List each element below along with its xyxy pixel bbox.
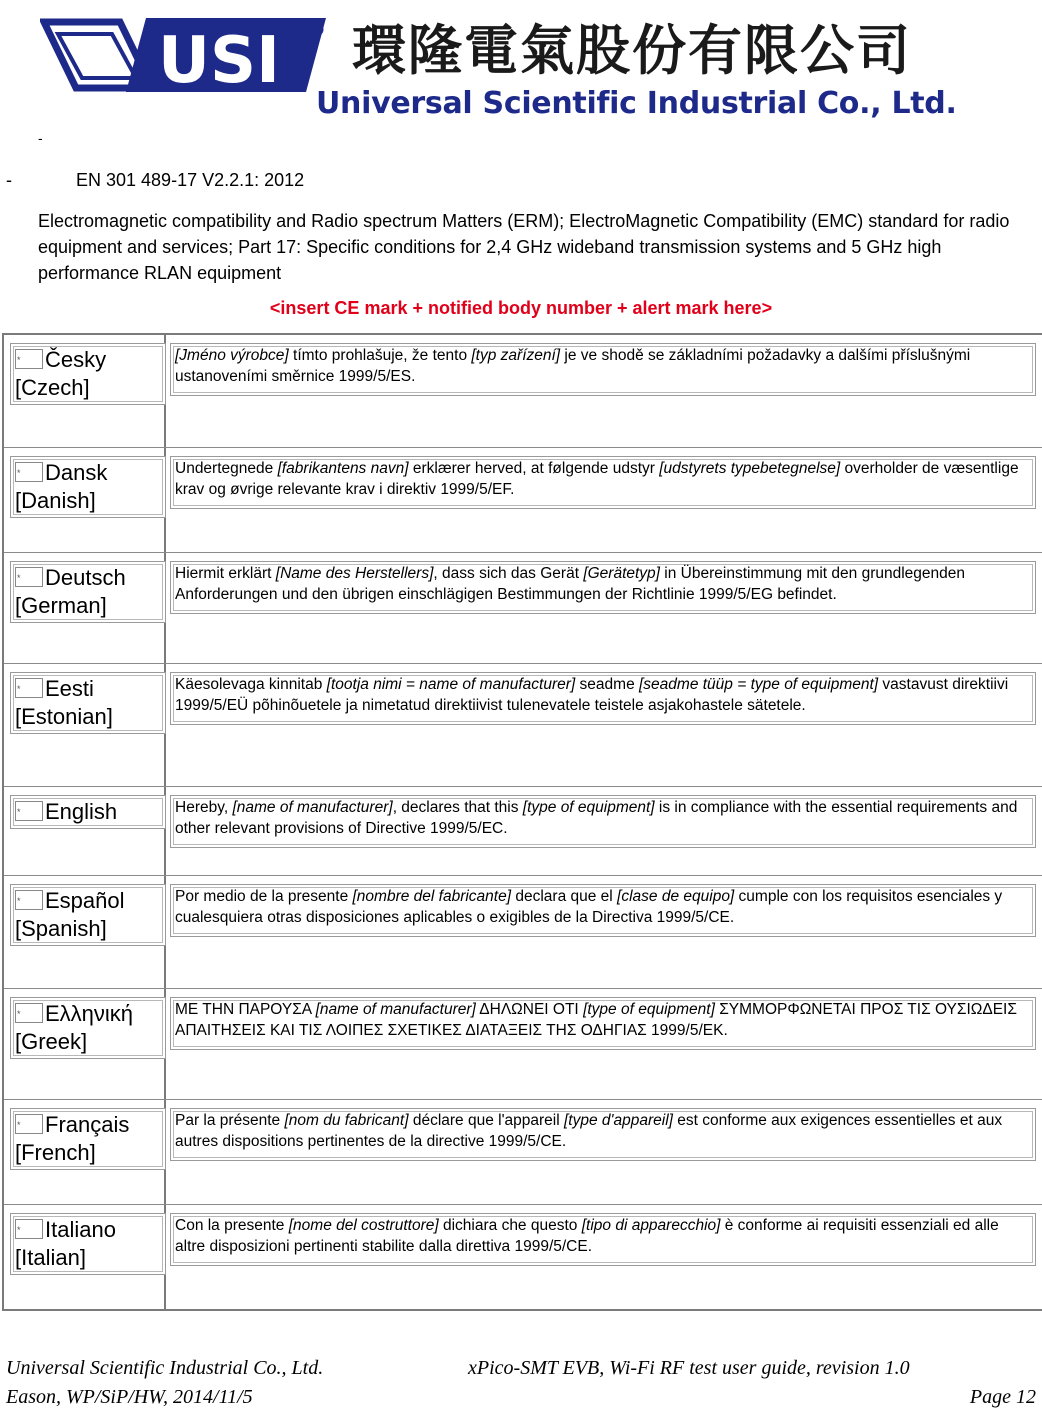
footer-author: Eason, WP/SiP/HW, 2014/11/5 [6,1386,253,1408]
declaration-cell [166,1100,1042,1204]
table-row [4,787,1042,876]
declaration-cell [166,876,1042,988]
declaration-cell [166,335,1042,447]
language-cell [4,335,166,447]
language-label: *Dansk [Danish] [10,456,166,518]
company-logo [40,8,975,120]
table-row [4,1205,1042,1309]
declaration-text: Hereby, [name of manufacturer], declares that this [type of equipment] is in compliance with the essential requirements and other relevant provisions of Directive 1999/5/EC. [170,795,1036,848]
declaration-cell [166,448,1042,552]
checkbox-icon[interactable] [15,678,43,698]
logo-usi-text: USI [158,24,280,96]
declaration-text: [Jméno výrobce] tímto prohlašuje, že tento [typ zařízení] je ve shodě se základními požadavky a dalšími příslušnými ustanoveními směrnice 1999/5/ES. [170,343,1036,396]
standard-code: EN 301 489-17 V2.2.1: 2012 [76,170,305,190]
declaration-cell [166,664,1042,786]
language-label: *Français [French] [10,1108,166,1170]
table-row [4,1100,1042,1205]
checkbox-icon[interactable] [15,1219,43,1239]
registered-mark: ® [308,20,326,41]
table-row [4,335,1042,448]
language-cell [4,787,166,875]
declaration-cell [166,1205,1042,1309]
declaration-text: Undertegnede [fabrikantens navn] erklærer herved, at følgende udstyr [udstyrets typebetegnelse] overholder de væsentlige krav og øvrige relevante krav i direktiv 1999/5/EF. [170,456,1036,509]
declaration-text: Par la présente [nom du fabricant] déclare que l'appareil [type d'appareil] est conforme aux exigences essentielles et aux autres dispositions pertinentes de la directive 1999/5/CE. [170,1108,1036,1161]
checkbox-icon[interactable] [15,349,43,369]
language-cell [4,876,166,988]
language-label: *Ελληνική [Greek] [10,997,166,1059]
usi-logo-mark [40,14,330,96]
declaration-text: Hiermit erklärt [Name des Herstellers], dass sich das Gerät [Gerätetyp] in Übereinstimmung mit den grundlegenden Anforderungen und den übrigen einschlägigen Bestimmungen der Richtlinie 1999/5/EG befindet. [170,561,1036,614]
language-label: *English [10,795,166,829]
table-row [4,448,1042,553]
language-cell [4,989,166,1099]
declaration-cell [166,787,1042,875]
footer-company: Universal Scientific Industrial Co., Ltd. [6,1357,324,1379]
declaration-text: Con la presente [nome del costruttore] dichiara che questo [tipo di apparecchio] è conforme ai requisiti essenziali ed alle altre disposizioni pertinenti stabilite dalla direttiva 1999/5/CE. [170,1213,1036,1266]
declaration-table [2,333,1042,1311]
language-cell [4,1100,166,1204]
table-row [4,989,1042,1100]
company-name-chinese: 環隆電氣股份有限公司 [352,18,912,82]
language-cell [4,664,166,786]
checkbox-icon[interactable] [15,462,43,482]
declaration-text: ΜΕ ΤΗΝ ΠΑΡΟΥΣΑ [name of manufacturer] ΔΗΛΩΝΕΙ ΟΤΙ [type of equipment] ΣΥΜΜΟΡΦΩΝΕΤΑΙ ΠΡΟΣ ΤΙΣ ΟΥΣΙΩΔΕΙΣ ΑΠΑΙΤΗΣΕΙΣ ΚΑΙ ΤΙΣ ΛΟΙΠΕΣ ΣΧΕΤΙΚΕΣ ΔΙΑΤΑΞΕΙΣ ΤΗΣ ΟΔΗΓΙΑΣ 1999/5/ΕΚ. [170,997,1036,1050]
language-label: *Español [Spanish] [10,884,166,946]
language-cell [4,553,166,663]
checkbox-icon[interactable] [15,1114,43,1134]
insert-ce-mark-note: <insert CE mark + notified body number + alert mark here> [269,298,773,318]
language-label: *Italiano [Italian] [10,1213,166,1275]
checkbox-icon[interactable] [15,567,43,587]
declaration-cell [166,553,1042,663]
declaration-text: Por medio de la presente [nombre del fabricante] declara que el [clase de equipo] cumple con los requisitos esenciales y cualesquiera otras disposiciones aplicables o exigibles de la Directiva 1999/5/CE. [170,884,1036,937]
table-row [4,664,1042,787]
language-label: *Deutsch [German] [10,561,166,623]
standard-dash: - [6,170,12,190]
language-label: *Eesti [Estonian] [10,672,166,734]
language-cell [4,448,166,552]
standard-description: Electromagnetic compatibility and Radio spectrum Matters (ERM); ElectroMagnetic Compatibility (EMC) standard for radio equipment and services; Part 17: Specific conditions for 2,4 GHz wideband transmission systems and 5 GHz high performance RLAN equipment [38,211,1010,283]
checkbox-icon[interactable] [15,1003,43,1023]
page-number: Page 12 [969,1386,1036,1408]
language-label: *Česky [Czech] [10,343,166,405]
checkbox-icon[interactable] [15,890,43,910]
table-row [4,553,1042,664]
checkbox-icon[interactable] [15,801,43,821]
table-row [4,876,1042,989]
declaration-text: Käesolevaga kinnitab [tootja nimi = name of manufacturer] seadme [seadme tüüp = type of equipment] vastavust direktiivi 1999/5/EÜ põhinõuetele ja nimetatud direktiivist tulenevatele teistele asjakohastele sätetele. [170,672,1036,725]
company-name-english: Universal Scientific Industrial Co., Ltd. [316,86,957,121]
page-footer [6,1354,1036,1412]
declaration-cell [166,989,1042,1099]
language-cell [4,1205,166,1309]
footer-document-title: xPico-SMT EVB, Wi-Fi RF test user guide, revision 1.0 [468,1357,910,1379]
dash-line: - [38,130,43,146]
